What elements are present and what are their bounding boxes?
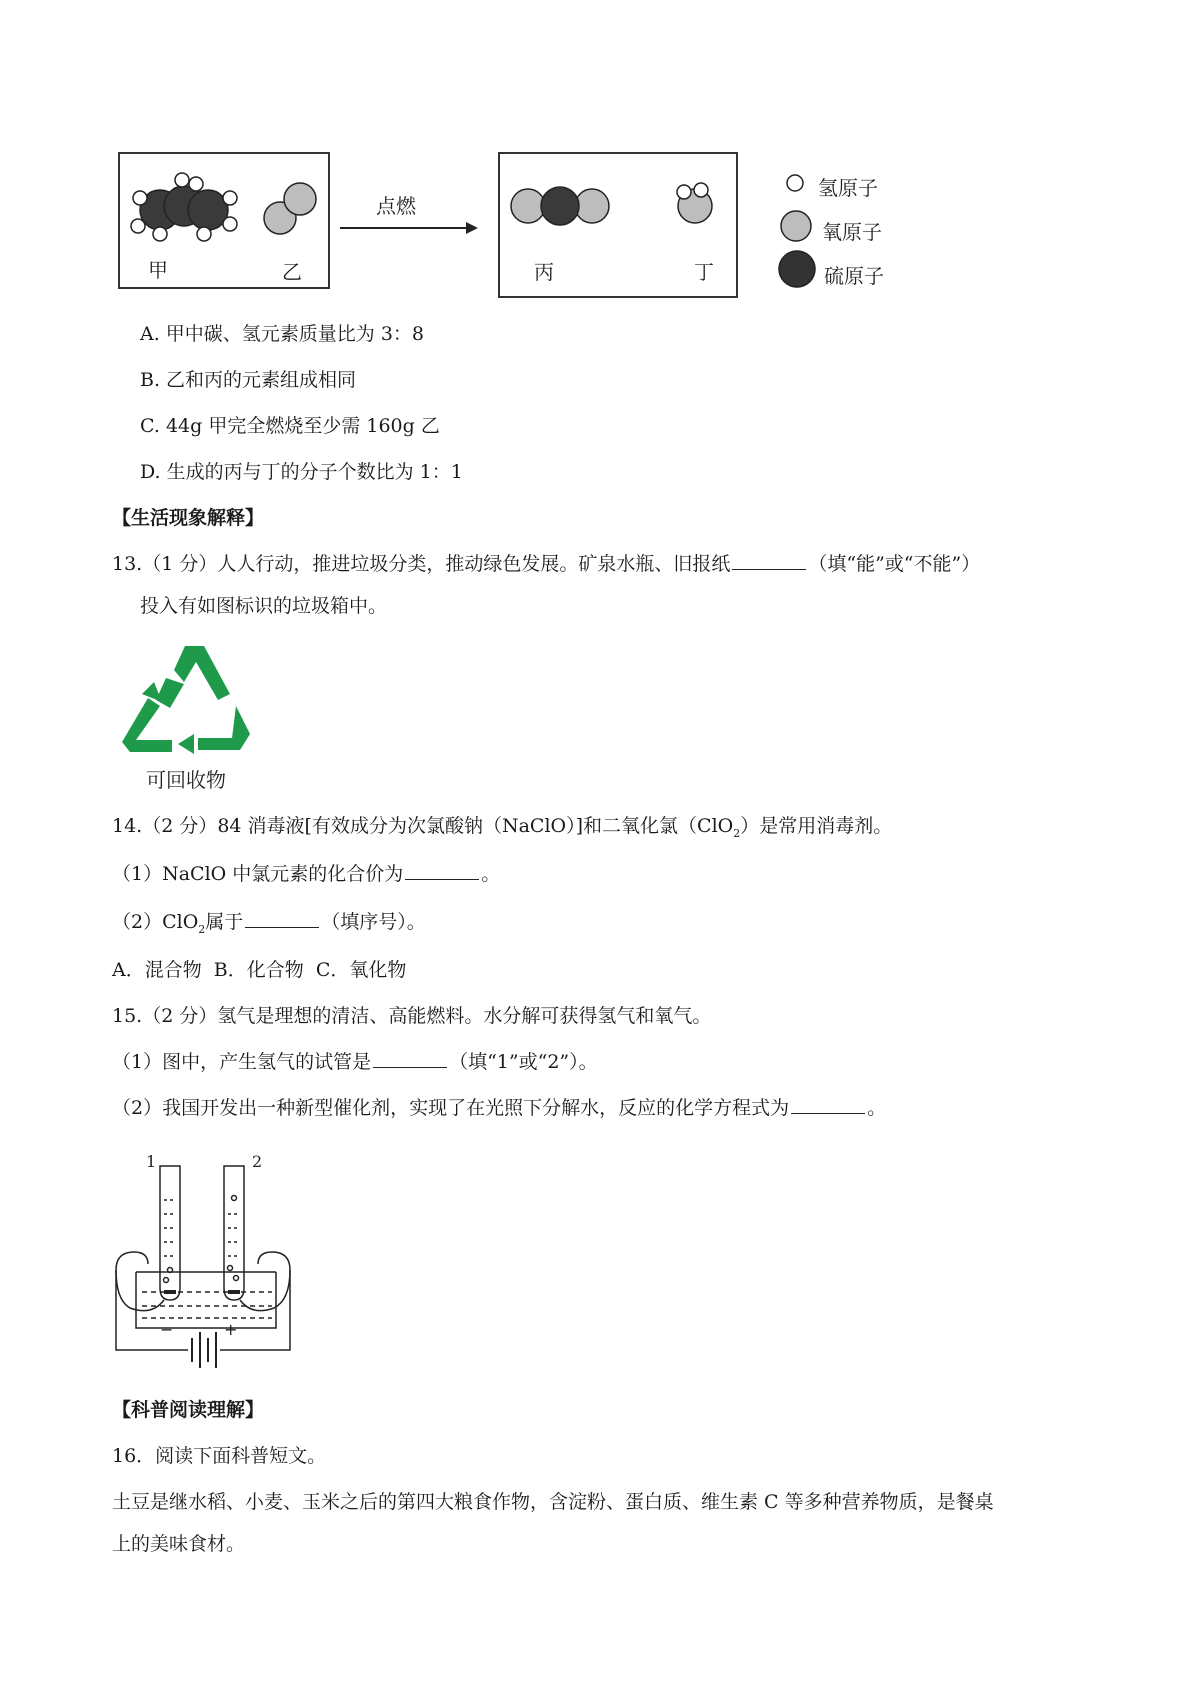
- q14-part1: [112, 861, 500, 887]
- q13-text-after: （填“能”或“不能”）: [808, 553, 981, 575]
- q13-answer-blank[interactable]: [732, 551, 806, 570]
- tube1-label: 1: [146, 1152, 157, 1171]
- recycle-icon: [118, 642, 252, 760]
- q13-text-before: 13.（1 分）人人行动，推进垃圾分类，推动绿色发展。矿泉水瓶、旧报纸: [112, 553, 731, 575]
- electrolysis-apparatus-icon: [112, 1140, 302, 1370]
- reaction-arrow-icon: [338, 220, 480, 236]
- q13-text-line2: 投入有如图标识的垃圾箱中。: [140, 595, 388, 617]
- q12-option-c: C. 44g 甲完全燃烧至少需 160g 乙: [140, 415, 440, 437]
- tube2-label: 2: [252, 1152, 263, 1171]
- recycle-label: 可回收物: [146, 768, 226, 792]
- q15-part1-before: （1）图中，产生氢气的试管是: [112, 1051, 372, 1073]
- q14-part2: [112, 909, 426, 943]
- q12-option-d: D. 生成的丙与丁的分子个数比为 1：1: [140, 461, 463, 483]
- section-heading-science: 【科普阅读理解】: [112, 1399, 265, 1421]
- minus-label: −: [160, 1320, 174, 1339]
- q15-part2-blank[interactable]: [791, 1095, 865, 1114]
- q14-subscript: 2: [733, 826, 741, 840]
- q15-part2: [112, 1095, 886, 1121]
- q14-part1-blank[interactable]: [405, 861, 479, 880]
- q14-text-b: ）是常用消毒剂。: [740, 815, 893, 837]
- q14-text-a: 14.（2 分）84 消毒液[有效成分为次氯酸钠（NaClO）]和二氧化氯（ClO: [112, 815, 734, 837]
- legend-oxygen-icon: [778, 208, 814, 244]
- reactant2-label: 乙: [282, 260, 302, 284]
- legend-sulfur-icon: [776, 248, 818, 290]
- product1-label: 丙: [534, 260, 554, 284]
- legend-hydrogen-icon: [784, 172, 806, 194]
- q14-part2-after: （填序号）。: [321, 911, 426, 933]
- q15-part1: [112, 1049, 598, 1075]
- q12-option-a: A. 甲中碳、氢元素质量比为 3：8: [140, 323, 425, 345]
- q15-part2-after: 。: [867, 1097, 887, 1119]
- legend-hydrogen-label: 氢原子: [818, 176, 878, 200]
- q14-text: [112, 813, 892, 847]
- q14-part1-before: （1）NaClO 中氯元素的化合价为: [112, 863, 404, 885]
- arrow-label: 点燃: [376, 194, 416, 218]
- q14-part1-after: 。: [481, 863, 501, 885]
- q13-text: [112, 551, 980, 577]
- reactant1-label: 甲: [148, 258, 168, 282]
- q12-option-b: B. 乙和丙的元素组成相同: [140, 369, 357, 391]
- q15-part1-after: （填“1”或“2”）。: [449, 1051, 598, 1073]
- q14-part2-b: 属于: [205, 911, 244, 933]
- q15-part1-blank[interactable]: [373, 1049, 447, 1068]
- q16-paragraph-line2: 上的美味食材。: [112, 1533, 246, 1555]
- q14-part2-subscript: 2: [198, 922, 206, 936]
- q14-part2-blank[interactable]: [245, 909, 319, 928]
- q16-paragraph-line1: 土豆是继水稻、小麦、玉米之后的第四大粮食作物，含淀粉、蛋白质、维生素 C 等多种营养物质，是餐桌: [112, 1491, 994, 1513]
- q16-title: 16．阅读下面科普短文。: [112, 1445, 327, 1467]
- q15-part2-before: （2）我国开发出一种新型催化剂，实现了在光照下分解水，反应的化学方程式为: [112, 1097, 790, 1119]
- product2-label: 丁: [694, 260, 714, 284]
- q14-options: A．混合物 B．化合物 C．氧化物: [112, 959, 407, 981]
- legend-oxygen-label: 氧原子: [822, 220, 882, 244]
- plus-label: +: [224, 1320, 238, 1339]
- q15-text: 15.（2 分）氢气是理想的清洁、高能燃料。水分解可获得氢气和氧气。: [112, 1005, 712, 1027]
- section-heading-life: 【生活现象解释】: [112, 507, 265, 529]
- q14-part2-a: （2）ClO: [112, 911, 199, 933]
- legend-sulfur-label: 硫原子: [824, 264, 884, 288]
